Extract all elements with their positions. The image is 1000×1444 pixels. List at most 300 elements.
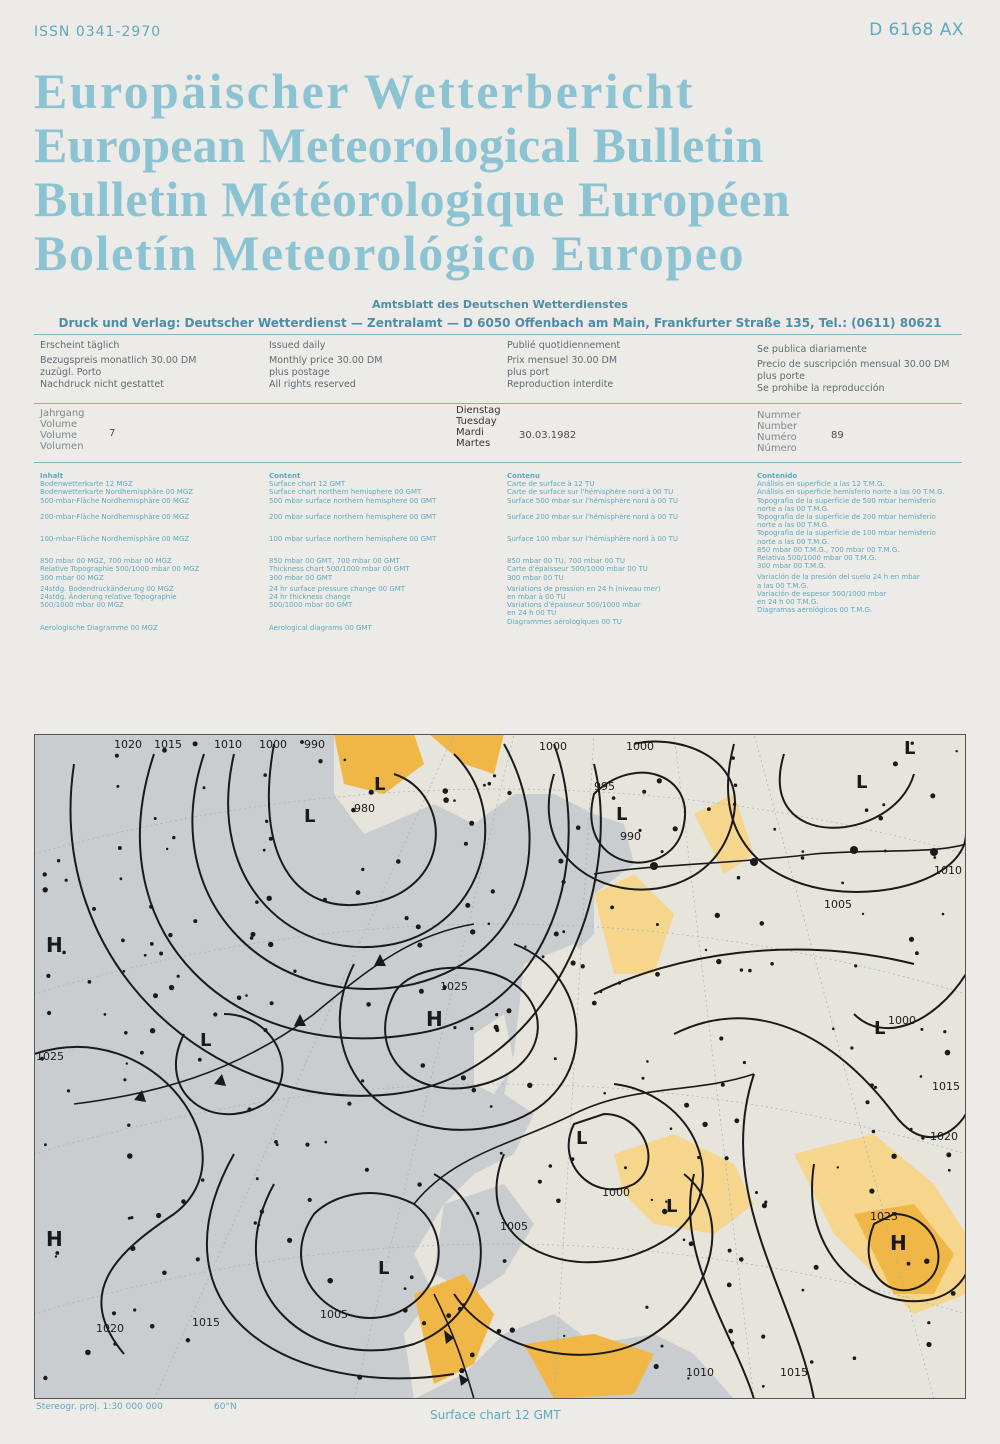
station-dot [470, 1027, 474, 1031]
contents-item: 850 mbar 00 MGZ, 700 mbar 00 MGZ [40, 557, 172, 566]
station-dot [651, 1199, 653, 1201]
warm-front-semicircle [650, 862, 658, 870]
station-dot [755, 1191, 758, 1194]
isobar-value: 1025 [440, 980, 468, 993]
title-german: Europäischer Wetterbericht [34, 63, 695, 119]
weekday-label: Tuesday [456, 416, 497, 427]
station-dot [874, 1086, 877, 1089]
station-dot [879, 816, 884, 821]
station-dot [490, 1105, 493, 1108]
station-dot [942, 913, 945, 916]
station-dot [464, 842, 468, 846]
isobar-value: 1025 [870, 1210, 898, 1223]
isobar-value: 1000 [539, 740, 567, 753]
station-dot [673, 826, 678, 831]
contents-item: Carte d'épaisseur 500/1000 mbar 00 TU [507, 565, 648, 574]
contents-item: norte a las 00 T.M.G. [757, 521, 830, 530]
station-dot [44, 1143, 47, 1146]
station-dot [592, 1001, 597, 1006]
contents-item: Diagramas aerológicos 00 T.M.G. [757, 606, 873, 615]
low-pressure-label: L [200, 1030, 212, 1051]
station-dot [734, 784, 738, 788]
station-dot [263, 849, 266, 852]
station-dot [503, 1259, 507, 1263]
station-dot [144, 954, 147, 957]
station-dot [130, 1246, 135, 1251]
station-dot [422, 1321, 426, 1325]
contents-item: Variations de pression en 24 h (niveau mer) [507, 584, 661, 593]
station-dot [562, 930, 565, 933]
station-dot [654, 1364, 659, 1369]
station-dot [951, 1291, 956, 1296]
station-dot [104, 1013, 107, 1016]
station-dot [497, 1329, 502, 1334]
station-dot [256, 1177, 259, 1180]
issn-number: ISSN 0341-2970 [34, 24, 162, 40]
station-dot [907, 1262, 911, 1266]
station-dot [734, 1118, 739, 1123]
station-dot [495, 1013, 498, 1016]
isobar-value: 1020 [114, 738, 142, 751]
station-dot [697, 1156, 700, 1159]
contents-french [507, 472, 747, 626]
station-dot [500, 1152, 503, 1155]
station-dot [127, 1124, 130, 1127]
station-dot [762, 1203, 767, 1208]
station-dot [733, 803, 736, 806]
isobar-value: 1015 [154, 738, 182, 751]
contents-item: Bodenwetterkarte Nordhemisphäre 00 MGZ [40, 488, 194, 497]
station-dot [642, 790, 646, 794]
station-dot [801, 856, 805, 860]
station-dot [404, 1287, 407, 1290]
station-dot [43, 887, 48, 892]
contents-item: Análisis en superficie hemisferio norte a las 00 T.M.G. [757, 488, 945, 497]
station-dot [472, 1088, 477, 1093]
isobar-value: 1005 [320, 1308, 348, 1321]
weekday-label: Dienstag [456, 405, 501, 416]
station-dot [251, 932, 256, 937]
station-dot [123, 1078, 126, 1081]
station-dot [267, 896, 272, 901]
station-dot [365, 1168, 369, 1172]
isobar-value: 1000 [602, 1186, 630, 1199]
station-dot [347, 1102, 351, 1106]
station-dot [198, 1058, 202, 1062]
weekday-label: Martes [456, 438, 491, 449]
station-dot [926, 1342, 931, 1347]
station-dot [62, 951, 66, 955]
contents-item: Diagrammes aérologiques 00 TU [507, 617, 622, 626]
contents-item: Relativa 500/1000 mbar 00 T.M.G. [757, 554, 877, 563]
station-dot [527, 1083, 532, 1088]
contents-item: Topografía de la superficie de 200 mbar hemisferio [757, 513, 936, 522]
station-dot [563, 1335, 565, 1337]
weekday-labels [456, 405, 501, 449]
station-dot [417, 1182, 421, 1186]
station-dot [725, 1156, 729, 1160]
station-dot [47, 1011, 51, 1015]
volume-value: 7 [109, 428, 116, 439]
info-line: Monthly price 30.00 DM [269, 355, 383, 366]
station-dot [510, 1327, 515, 1332]
warm-front-semicircle [850, 846, 858, 854]
station-dot [556, 1199, 561, 1204]
isobar-value: 1015 [192, 1316, 220, 1329]
station-dot [201, 1178, 204, 1181]
station-dot [542, 955, 545, 958]
volume-label: Volume [40, 430, 78, 441]
station-dot [159, 952, 163, 956]
station-dot [65, 879, 68, 882]
station-dot [956, 750, 958, 752]
station-dot [737, 876, 741, 880]
info-line: plus porte [757, 371, 805, 382]
station-dot [869, 1189, 874, 1194]
station-dot [150, 942, 154, 946]
station-dot [470, 1353, 475, 1358]
station-dot [169, 985, 174, 990]
station-dot [255, 900, 259, 904]
station-dot [689, 1241, 694, 1246]
low-pressure-label: L [378, 1258, 390, 1279]
station-dot [728, 1329, 733, 1334]
station-dot [396, 859, 401, 864]
station-dot [802, 1289, 805, 1292]
station-dot [707, 807, 711, 811]
station-dot [193, 919, 197, 923]
station-dot [837, 1166, 839, 1168]
publication-code: D 6168 AX [869, 20, 964, 40]
official-gazette-line: Amtsblatt des Deutschen Wetterdienstes [372, 298, 628, 311]
isobar-value: 1020 [96, 1322, 124, 1335]
station-dot [268, 942, 273, 947]
contents-item: en 24 h 00 T.M.G. [757, 598, 819, 607]
station-dot [948, 1169, 951, 1172]
station-dot [130, 1216, 133, 1219]
contents-item: Carte de surface à 12 TU [507, 480, 595, 489]
volume-label: Volumen [40, 441, 84, 452]
station-dot [462, 1303, 465, 1306]
station-dot [909, 937, 914, 942]
contents-item: norte a las 00 T.M.G. [757, 504, 830, 513]
contents-item: 24 hr surface pressure change 00 GMT [269, 584, 406, 593]
isobar-value: 1015 [932, 1080, 960, 1093]
info-german [40, 340, 260, 391]
station-dot [403, 1308, 408, 1313]
station-dot [538, 1180, 542, 1184]
station-dot [247, 1107, 251, 1111]
station-dot [495, 1028, 499, 1032]
station-dot [257, 1224, 260, 1227]
isobar-value: 1010 [934, 864, 962, 877]
info-line: All rights reserved [269, 379, 356, 390]
station-dot [245, 994, 248, 997]
station-dot [121, 939, 125, 943]
high-pressure-label: H [46, 1227, 63, 1251]
station-dot [361, 1079, 364, 1082]
divider-rule [34, 462, 962, 463]
contents-item: 100-mbar-Fläche Nordhemisphäre 00 MGZ [40, 535, 190, 544]
station-dot [57, 859, 60, 862]
station-dot [323, 898, 327, 902]
contents-item: 24stdg. Änderung relative Topographie [40, 593, 177, 602]
title-english: European Meteorological Bulletin [34, 117, 764, 173]
station-dot [930, 793, 935, 798]
contents-item: Variación de la presión del suelo 24 h en mbar [757, 573, 920, 582]
station-dot [260, 1209, 264, 1213]
volume-label: Volume [40, 419, 78, 430]
contents-item: Surface chart 12 GMT [269, 480, 346, 489]
isobar-value: 1005 [500, 1220, 528, 1233]
station-dot [162, 1271, 167, 1276]
station-dot [814, 1265, 819, 1270]
station-dot [656, 923, 659, 926]
station-dot [123, 970, 126, 973]
station-dot [624, 1166, 627, 1169]
weekday-label: Mardi [456, 427, 484, 438]
station-dot [655, 972, 660, 977]
isobar-value: 1000 [259, 738, 287, 751]
station-dot [305, 1143, 309, 1147]
station-dot [193, 741, 198, 746]
station-dot [853, 1356, 857, 1360]
high-pressure-label: H [890, 1231, 907, 1255]
station-dot [357, 1375, 362, 1380]
info-line: Se publica diariamente [757, 344, 867, 355]
station-dot [421, 1063, 426, 1068]
warm-front-semicircle [930, 848, 938, 856]
low-pressure-label: L [874, 1018, 886, 1039]
isobar-value: 980 [354, 802, 375, 815]
station-dot [862, 913, 864, 915]
station-dot [470, 929, 475, 934]
high-pressure-label: H [46, 933, 63, 957]
info-line: plus port [507, 367, 550, 378]
station-dot [366, 1002, 371, 1007]
low-pressure-label: L [304, 806, 316, 827]
map-caption: Surface chart 12 GMT [430, 1408, 561, 1422]
station-dot [715, 913, 720, 918]
station-dot [554, 1057, 557, 1060]
contents-item: Aerologische Diagramme 00 MGZ [40, 624, 158, 633]
station-dot [416, 924, 421, 929]
station-dot [927, 1321, 930, 1324]
info-line: Se prohibe la reproducción [757, 383, 885, 394]
station-dot [721, 1083, 725, 1087]
station-dot [150, 1028, 155, 1033]
contents-heading: Contenido [757, 472, 798, 480]
station-dot [469, 821, 474, 826]
station-dot [507, 1008, 512, 1013]
station-dot [762, 1385, 765, 1388]
contents-item: 850 mbar 00 GMT, 700 mbar 00 GMT [269, 557, 400, 566]
station-dot [891, 1154, 896, 1159]
high-pressure-label: H [426, 1007, 443, 1031]
contents-heading: Inhalt [40, 472, 64, 480]
station-dot [600, 991, 603, 994]
station-dot [166, 848, 168, 850]
station-dot [854, 964, 857, 967]
station-dot [850, 1046, 853, 1049]
station-dot [571, 1157, 575, 1161]
station-dot [491, 889, 495, 893]
info-line: Precio de suscripción mensual 30.00 DM [757, 359, 950, 370]
contents-item: 100 mbar surface northern hemisphere 00 GMT [269, 535, 437, 544]
station-dot [318, 759, 322, 763]
station-dot [524, 946, 526, 948]
station-dot [603, 1092, 606, 1095]
station-dot [946, 1152, 951, 1157]
info-line: Nachdruck nicht gestattet [40, 379, 164, 390]
isobar-value: 1000 [626, 740, 654, 753]
contents-item: Surface chart northern hemisphere 00 GMT [269, 488, 422, 497]
contents-item: 300 mbar 00 T.M.G. [757, 562, 826, 571]
station-dot [55, 1255, 57, 1257]
low-pressure-label: L [576, 1128, 588, 1149]
info-line: Issued daily [269, 340, 326, 351]
station-dot [571, 960, 576, 965]
info-line: Erscheint täglich [40, 340, 120, 351]
station-dot [872, 1130, 876, 1134]
contents-item: 500 mbar surface northern hemisphere 00 GMT [269, 496, 437, 505]
station-dot [576, 825, 581, 830]
contents-item: 500-mbar-Fläche Nordhemisphäre 00 MGZ [40, 496, 190, 505]
number-label: Número [757, 443, 797, 454]
low-pressure-label: L [904, 738, 916, 759]
title-spanish: Boletín Meteorológico Europeo [34, 225, 746, 281]
station-dot [743, 1061, 746, 1064]
issue-number: 89 [831, 430, 844, 441]
station-dot [832, 1028, 835, 1031]
station-dot [43, 1376, 47, 1380]
station-dot [493, 774, 496, 777]
contents-heading: Contenu [507, 472, 540, 480]
isobar-value: 1010 [686, 1366, 714, 1379]
info-french [507, 340, 747, 391]
contents-item: Surface 500 mbar sur l'hémisphère nord à 00 TU [507, 496, 678, 505]
station-dot [727, 1283, 732, 1288]
station-dot [344, 759, 347, 762]
station-dot [154, 817, 157, 820]
volume-label: Jahrgang [40, 408, 85, 419]
station-dot [870, 1083, 874, 1087]
station-dot [55, 1251, 59, 1255]
station-dot [410, 1275, 414, 1279]
station-dot [405, 916, 409, 920]
projection-note: Stereogr. proj. 1:30 000 000 [36, 1402, 163, 1412]
station-dot [133, 1308, 136, 1311]
isobar-value: 1010 [214, 738, 242, 751]
contents-item: Variación de espesor 500/1000 mbar [757, 589, 887, 598]
contents-item: Topografía de la superficie de 100 mbar hemisferio [757, 529, 936, 538]
contents-item: 24 hr thickness change [269, 593, 351, 602]
station-dot [181, 1199, 186, 1204]
latitude-note: 60°N [214, 1402, 237, 1412]
station-dot [213, 1012, 217, 1016]
low-pressure-label: L [616, 804, 628, 825]
contents-item: en 24 h 00 TU [507, 609, 557, 618]
station-dot [172, 836, 175, 839]
volume-labels [40, 408, 85, 452]
contents-item: a las 00 T.M.G. [757, 581, 809, 590]
station-dot [417, 943, 422, 948]
station-dot [618, 981, 621, 984]
station-dot [461, 1075, 466, 1080]
info-line: Bezugspreis monatlich 30.00 DM [40, 355, 197, 366]
surface-weather-map [34, 734, 966, 1399]
low-pressure-label: L [666, 1196, 678, 1217]
contents-english [269, 472, 494, 633]
station-dot [657, 778, 662, 783]
isobar-value: 1020 [930, 1130, 958, 1143]
station-dot [446, 1313, 451, 1318]
contents-german [40, 472, 265, 633]
info-line: Reproduction interdite [507, 379, 614, 390]
station-dot [203, 786, 206, 789]
info-english [269, 340, 489, 391]
station-dot [443, 788, 449, 794]
station-dot [558, 859, 563, 864]
isobar-value: 995 [594, 780, 615, 793]
contents-item: 300 mbar 00 MGZ [40, 573, 104, 582]
contents-item: 850 mbar 00 T.M.G., 700 mbar 00 T.M.G. [757, 545, 900, 554]
station-dot [274, 1140, 278, 1144]
info-spanish [757, 344, 967, 395]
station-dot [748, 969, 752, 973]
station-dot [612, 796, 616, 800]
station-dot [740, 968, 743, 971]
station-dot [884, 850, 887, 853]
station-dot [443, 797, 449, 803]
station-dot [760, 921, 765, 926]
station-dot [126, 1062, 128, 1064]
station-dot [67, 1089, 70, 1092]
station-dot [459, 1368, 464, 1373]
number-label: Nummer [757, 410, 801, 421]
station-dot [773, 828, 776, 831]
station-dot [920, 1028, 923, 1031]
contents-item: norte a las 00 T.M.G. [757, 537, 830, 546]
low-pressure-label: L [856, 772, 868, 793]
station-dot [645, 1306, 648, 1309]
station-dot [719, 1036, 723, 1040]
station-dot [841, 882, 844, 885]
number-label: Numéro [757, 432, 797, 443]
station-dot [325, 1141, 328, 1144]
station-dot [269, 837, 273, 841]
station-dot [419, 989, 424, 994]
isobar-value: 1005 [824, 898, 852, 911]
station-dot [113, 1343, 116, 1346]
isobar-value: 1025 [36, 1050, 64, 1063]
station-dot [943, 1030, 946, 1033]
contents-heading: Content [269, 472, 301, 480]
station-dot [453, 799, 456, 802]
info-line: Publié quotidiennement [507, 340, 621, 351]
station-dot [945, 1050, 951, 1056]
contents-item: 500/1000 mbar 00 MGZ [40, 601, 124, 610]
info-line: plus postage [269, 367, 330, 378]
station-dot [356, 890, 361, 895]
station-dot [866, 1100, 870, 1104]
station-dot [488, 782, 492, 786]
station-dot [921, 1136, 924, 1139]
station-dot [263, 773, 267, 777]
info-line: Prix mensuel 30.00 DM [507, 355, 618, 366]
divider-rule [34, 403, 962, 404]
station-dot [43, 872, 47, 876]
